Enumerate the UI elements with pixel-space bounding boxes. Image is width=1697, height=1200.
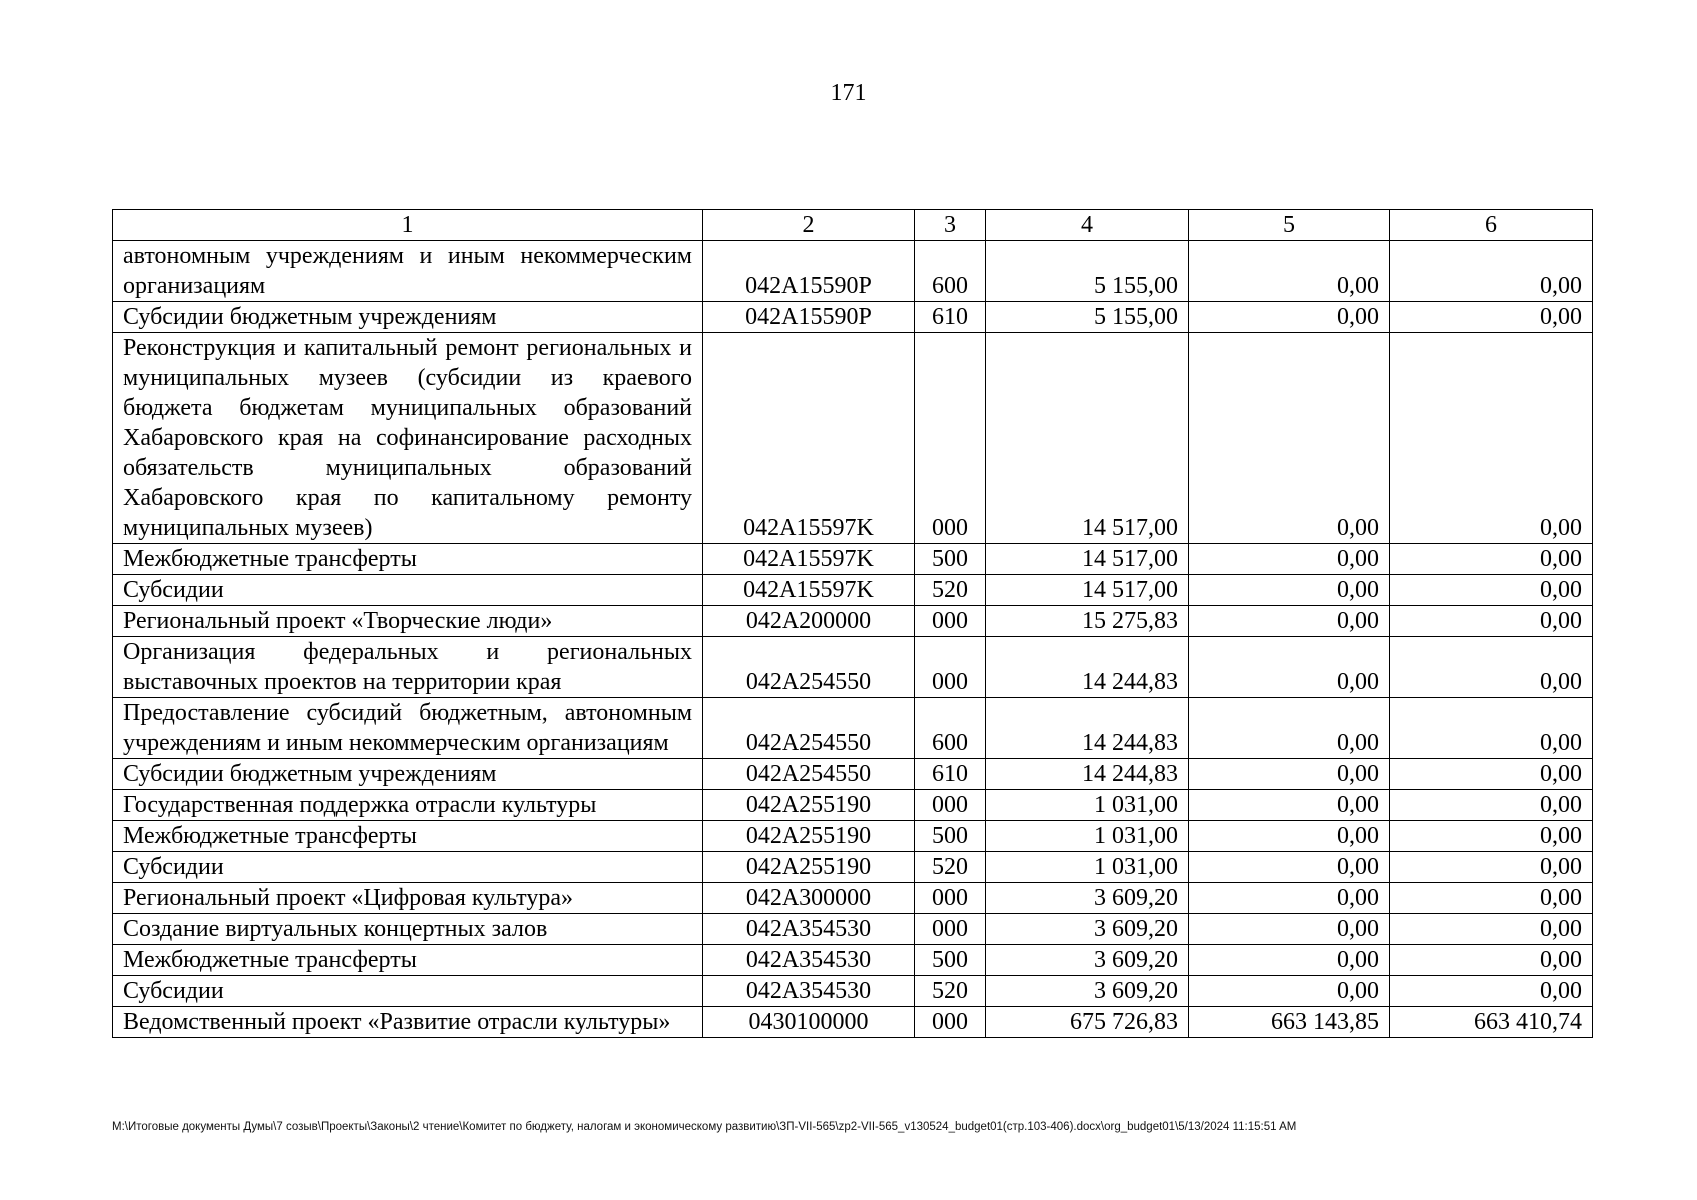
table-row xyxy=(113,821,1593,852)
column-header: 1 xyxy=(113,210,703,241)
amount-col5: 0,00 xyxy=(1189,821,1390,852)
amount-col4: 675 726,83 xyxy=(986,1007,1189,1038)
table-row xyxy=(113,759,1593,790)
amount-col5: 663 143,85 xyxy=(1189,1007,1390,1038)
amount-col6: 0,00 xyxy=(1390,914,1593,945)
expense-type: 000 xyxy=(915,637,986,698)
amount-col6: 0,00 xyxy=(1390,759,1593,790)
expense-type: 520 xyxy=(915,852,986,883)
expense-type: 500 xyxy=(915,821,986,852)
expense-type: 610 xyxy=(915,302,986,333)
amount-col5: 0,00 xyxy=(1189,790,1390,821)
item-name: Субсидии xyxy=(113,575,703,606)
amount-col6: 0,00 xyxy=(1390,698,1593,759)
table-row xyxy=(113,883,1593,914)
amount-col6: 0,00 xyxy=(1390,976,1593,1007)
target-code: 042A255190 xyxy=(703,821,915,852)
item-name: Региональный проект «Творческие люди» xyxy=(113,606,703,637)
amount-col4: 14 244,83 xyxy=(986,698,1189,759)
amount-col5: 0,00 xyxy=(1189,914,1390,945)
item-name: Межбюджетные трансферты xyxy=(113,544,703,575)
column-header: 2 xyxy=(703,210,915,241)
amount-col4: 3 609,20 xyxy=(986,883,1189,914)
target-code: 042A354530 xyxy=(703,914,915,945)
item-name: Субсидии xyxy=(113,852,703,883)
amount-col6: 0,00 xyxy=(1390,852,1593,883)
table-row xyxy=(113,606,1593,637)
table-row xyxy=(113,1007,1593,1038)
header-row xyxy=(113,210,1593,241)
amount-col4: 3 609,20 xyxy=(986,914,1189,945)
item-name: Межбюджетные трансферты xyxy=(113,945,703,976)
amount-col5: 0,00 xyxy=(1189,945,1390,976)
amount-col6: 0,00 xyxy=(1390,945,1593,976)
expense-type: 000 xyxy=(915,914,986,945)
amount-col5: 0,00 xyxy=(1189,852,1390,883)
expense-type: 520 xyxy=(915,976,986,1007)
amount-col5: 0,00 xyxy=(1189,976,1390,1007)
amount-col5: 0,00 xyxy=(1189,606,1390,637)
amount-col4: 1 031,00 xyxy=(986,821,1189,852)
item-name: автономным учреждениям и иным некоммерческим организациям xyxy=(113,241,703,302)
amount-col4: 3 609,20 xyxy=(986,945,1189,976)
table-row xyxy=(113,302,1593,333)
amount-col5: 0,00 xyxy=(1189,302,1390,333)
table-row xyxy=(113,914,1593,945)
item-name: Государственная поддержка отрасли культуры xyxy=(113,790,703,821)
item-name: Межбюджетные трансферты xyxy=(113,821,703,852)
expense-type: 000 xyxy=(915,1007,986,1038)
amount-col6: 0,00 xyxy=(1390,575,1593,606)
table-row xyxy=(113,637,1593,698)
amount-col6: 0,00 xyxy=(1390,544,1593,575)
page-number: 171 xyxy=(830,80,867,106)
table-row xyxy=(113,333,1593,544)
target-code: 0430100000 xyxy=(703,1007,915,1038)
amount-col6: 0,00 xyxy=(1390,821,1593,852)
amount-col4: 5 155,00 xyxy=(986,302,1189,333)
amount-col5: 0,00 xyxy=(1189,241,1390,302)
amount-col4: 14 517,00 xyxy=(986,333,1189,544)
item-name: Ведомственный проект «Развитие отрасли культуры» xyxy=(113,1007,703,1038)
item-name: Субсидии бюджетным учреждениям xyxy=(113,302,703,333)
file-path-footer: M:\Итоговые документы Думы\7 созыв\Проекты\Законы\2 чтение\Комитет по бюджету, налогам и экономическому развитию\ЗП-VII-565\zp2-VII-565_v130524_budget01(стр.103-406).docx\org_budget01\5/13/2024 11:15:51 AM xyxy=(112,1121,1297,1133)
amount-col4: 1 031,00 xyxy=(986,852,1189,883)
amount-col4: 14 244,83 xyxy=(986,637,1189,698)
expense-type: 500 xyxy=(915,544,986,575)
table-row xyxy=(113,945,1593,976)
item-name: Субсидии xyxy=(113,976,703,1007)
table-row xyxy=(113,976,1593,1007)
column-header: 6 xyxy=(1390,210,1593,241)
amount-col6: 0,00 xyxy=(1390,790,1593,821)
column-header: 4 xyxy=(986,210,1189,241)
target-code: 042A15597K xyxy=(703,544,915,575)
amount-col6: 0,00 xyxy=(1390,883,1593,914)
amount-col5: 0,00 xyxy=(1189,544,1390,575)
target-code: 042A255190 xyxy=(703,852,915,883)
table-row xyxy=(113,544,1593,575)
target-code: 042A255190 xyxy=(703,790,915,821)
expense-type: 000 xyxy=(915,883,986,914)
expense-type: 000 xyxy=(915,606,986,637)
target-code: 042A254550 xyxy=(703,637,915,698)
amount-col4: 14 244,83 xyxy=(986,759,1189,790)
column-header: 5 xyxy=(1189,210,1390,241)
table-row xyxy=(113,852,1593,883)
budget-table xyxy=(112,209,1593,1038)
target-code: 042A354530 xyxy=(703,945,915,976)
amount-col6: 0,00 xyxy=(1390,333,1593,544)
table-row xyxy=(113,698,1593,759)
amount-col5: 0,00 xyxy=(1189,883,1390,914)
expense-type: 000 xyxy=(915,333,986,544)
amount-col4: 15 275,83 xyxy=(986,606,1189,637)
item-name: Организация федеральных и региональных выставочных проектов на территории края xyxy=(113,637,703,698)
expense-type: 600 xyxy=(915,241,986,302)
amount-col5: 0,00 xyxy=(1189,637,1390,698)
amount-col5: 0,00 xyxy=(1189,759,1390,790)
amount-col4: 5 155,00 xyxy=(986,241,1189,302)
amount-col4: 3 609,20 xyxy=(986,976,1189,1007)
amount-col4: 14 517,00 xyxy=(986,575,1189,606)
target-code: 042A15590P xyxy=(703,302,915,333)
target-code: 042A200000 xyxy=(703,606,915,637)
item-name: Субсидии бюджетным учреждениям xyxy=(113,759,703,790)
amount-col6: 0,00 xyxy=(1390,637,1593,698)
table-row xyxy=(113,790,1593,821)
target-code: 042A254550 xyxy=(703,698,915,759)
item-name: Региональный проект «Цифровая культура» xyxy=(113,883,703,914)
item-name: Реконструкция и капитальный ремонт региональных и муниципальных музеев (субсидии из краевого бюджета бюджетам муниципальных образований Хабаровского края на софинансирование расходных обязательств муниципальных образований Хабаровского края по капитальному ремонту муниципальных музеев) xyxy=(113,333,703,544)
amount-col5: 0,00 xyxy=(1189,698,1390,759)
amount-col6: 0,00 xyxy=(1390,606,1593,637)
table-row xyxy=(113,241,1593,302)
expense-type: 610 xyxy=(915,759,986,790)
amount-col6: 663 410,74 xyxy=(1390,1007,1593,1038)
expense-type: 500 xyxy=(915,945,986,976)
target-code: 042A300000 xyxy=(703,883,915,914)
expense-type: 520 xyxy=(915,575,986,606)
item-name: Предоставление субсидий бюджетным, автономным учреждениям и иным некоммерческим организациям xyxy=(113,698,703,759)
item-name: Создание виртуальных концертных залов xyxy=(113,914,703,945)
target-code: 042A354530 xyxy=(703,976,915,1007)
target-code: 042A15590P xyxy=(703,241,915,302)
amount-col6: 0,00 xyxy=(1390,302,1593,333)
amount-col5: 0,00 xyxy=(1189,575,1390,606)
target-code: 042A15597K xyxy=(703,333,915,544)
expense-type: 000 xyxy=(915,790,986,821)
amount-col4: 14 517,00 xyxy=(986,544,1189,575)
amount-col4: 1 031,00 xyxy=(986,790,1189,821)
table-row xyxy=(113,575,1593,606)
table-body xyxy=(113,241,1593,1038)
target-code: 042A254550 xyxy=(703,759,915,790)
target-code: 042A15597K xyxy=(703,575,915,606)
amount-col6: 0,00 xyxy=(1390,241,1593,302)
column-header: 3 xyxy=(915,210,986,241)
expense-type: 600 xyxy=(915,698,986,759)
amount-col5: 0,00 xyxy=(1189,333,1390,544)
